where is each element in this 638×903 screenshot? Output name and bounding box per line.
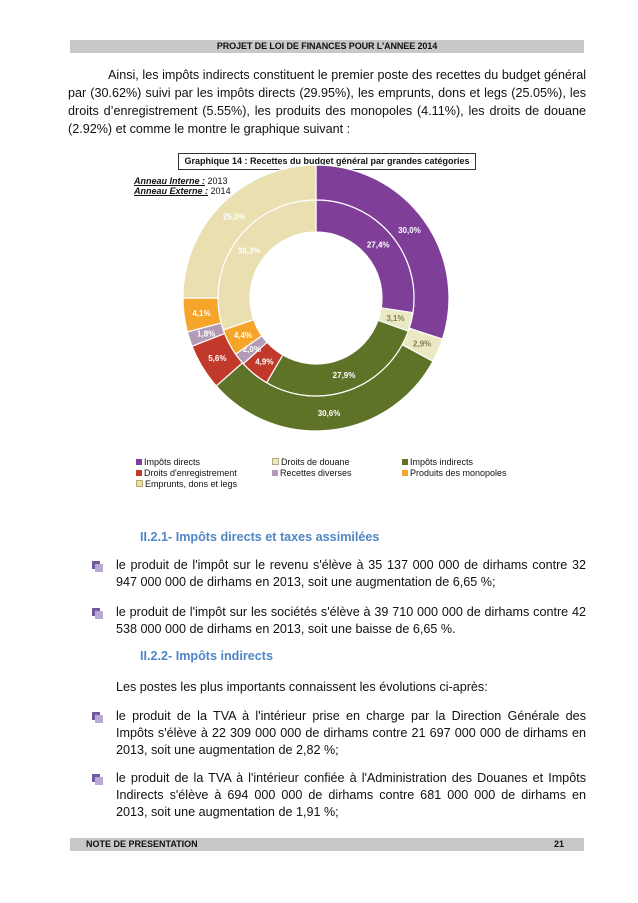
legend-item-emprunts: Emprunts, dons et legs <box>136 479 237 490</box>
outer-ring-key: Anneau Externe : <box>134 186 209 196</box>
legend-item-produits-monopoles: Produits des monopoles <box>402 468 507 479</box>
bullet-impot-societes: le produit de l'impôt sur les sociétés s'élève à 39 710 000 000 de dirhams contre 42 538 000 000 de dirhams en 2013, soit une baisse de 6,65 %. <box>92 604 586 638</box>
donut-label-2013-2: 27,9% <box>332 371 356 381</box>
bullet-icon <box>92 773 104 785</box>
legend-swatch <box>272 458 279 465</box>
legend-swatch <box>136 459 142 465</box>
donut-label-2014-5: 4,1% <box>192 308 211 318</box>
bullet-impot-revenu: le produit de l'impôt sur le revenu s'élève à 35 137 000 000 de dirhams contre 32 947 000 000 de dirhams en 2013, soit une augmentation de 6,65 %; <box>92 557 586 591</box>
legend-item-droits-enregistrement: Droits d'enregistrement <box>136 468 237 479</box>
postes-paragraph: Les postes les plus importants connaissent les évolutions ci-après: <box>116 680 488 694</box>
donut-label-2014-0: 30,0% <box>398 226 421 236</box>
bullet-icon <box>92 711 104 723</box>
outer-ring-year: 2014 <box>210 186 231 196</box>
donut-label-2014-6: 25,0% <box>222 212 246 222</box>
legend-item-impots-indirects: Impôts indirects <box>402 457 473 468</box>
legend-item-impots-directs: Impôts directs <box>136 457 200 468</box>
bullet-icon <box>92 607 104 619</box>
page-number: 21 <box>553 839 564 849</box>
donut-label-2013-1: 3,1% <box>386 314 405 324</box>
donut-label-2013-6: 30,3% <box>237 246 261 256</box>
legend-swatch <box>136 470 142 476</box>
donut-label-2013-5: 4,4% <box>233 331 253 341</box>
intro-paragraph: Ainsi, les impôts indirects constituent le premier poste des recettes du budget général par (30.62%) suivi par les impôts directs (29.95%), les emprunts, dons et legs (25.05%), les droits d’enregistrement (5.55%), les produits des monopoles (4.11%), les droits de douane (2.92%) et comme le montre le graphique suivant : <box>68 68 586 136</box>
bullet-tva-douanes: le produit de la TVA à l'intérieur confiée à l'Administration des Douanes et Impôts Indirects s'élève à 694 000 000 de dirhams contre 681 000 000 de dirhams en 2013, soit une augmentation de 1,91 %; <box>92 770 586 821</box>
legend-swatch <box>402 470 408 476</box>
donut-label-2014-1: 2,9% <box>413 339 432 349</box>
donut-label-2014-3: 5,6% <box>208 354 227 364</box>
legend-item-recettes-diverses: Recettes diverses <box>272 468 352 479</box>
inner-ring-key: Anneau Interne : <box>134 176 206 186</box>
section-title-impots-indirects: II.2.2- Impôts indirects <box>140 649 273 663</box>
inner-ring-year: 2013 <box>207 176 228 186</box>
donut-label-2013-4: 2,0% <box>242 345 261 355</box>
page-header: PROJET DE LOI DE FINANCES POUR L’ANNEE 2014 <box>70 40 584 53</box>
bullet-icon <box>92 560 104 572</box>
chart-caption: Graphique 14 : Recettes du budget général par grandes catégories <box>178 153 476 170</box>
footer-label: NOTE DE PRESENTATION <box>86 839 198 849</box>
page-footer <box>70 838 584 851</box>
donut-label-2013-0: 27,4% <box>366 240 390 250</box>
donut-label-2014-2: 30,6% <box>317 408 341 418</box>
legend-swatch <box>402 459 408 465</box>
legend-item-droits-douane: Droits de douane <box>272 457 350 468</box>
donut-label-2013-3: 4,9% <box>255 357 274 367</box>
legend-swatch <box>272 470 278 476</box>
bullet-tva-dgi: le produit de la TVA à l'intérieur prise en charge par la Direction Générale des Impôts s'élève à 22 309 000 000 de dirhams contre 21 697 000 000 de dirhams en 2013, soit une augmentation de 2,82 %; <box>92 708 586 759</box>
section-title-impots-directs: II.2.1- Impôts directs et taxes assimilées <box>140 530 380 544</box>
legend-swatch <box>136 480 143 487</box>
donut-label-2014-4: 1,8% <box>197 329 216 339</box>
